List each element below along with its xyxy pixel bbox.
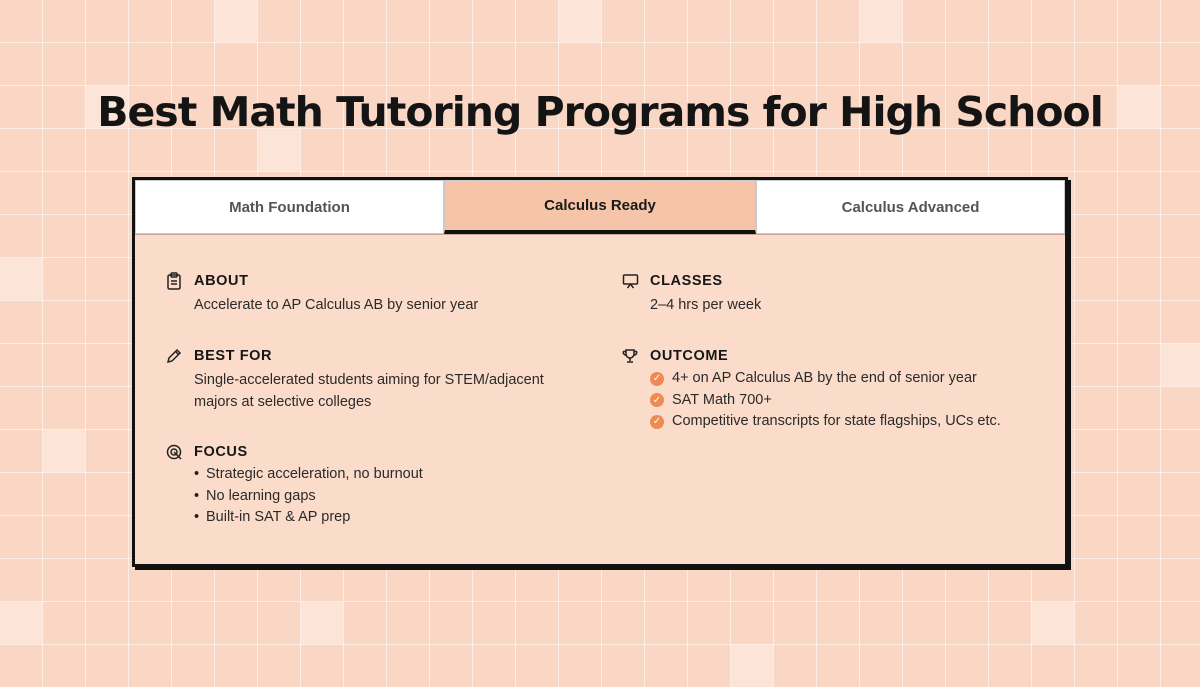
check-circle-icon: ✓ [650, 393, 664, 407]
bg-tile [215, 0, 257, 42]
list-item: • No learning gaps [194, 486, 423, 508]
presentation-icon [622, 273, 650, 289]
classes-section [622, 271, 761, 317]
bg-tile [731, 645, 773, 687]
tab-calculus-ready[interactable]: Calculus Ready [444, 180, 756, 234]
outcome-section [622, 346, 1001, 433]
check-circle-icon: ✓ [650, 415, 664, 429]
focus-label: FOCUS [194, 444, 248, 460]
classes-label: CLASSES [650, 273, 723, 289]
list-item: • Built-in SAT & AP prep [194, 507, 423, 529]
bg-tile [1032, 602, 1074, 644]
bg-tile [0, 602, 42, 644]
tab-math-foundation[interactable]: Math Foundation [135, 180, 444, 234]
focus-list [194, 464, 423, 529]
target-icon [166, 444, 194, 461]
check-circle-icon: ✓ [650, 372, 664, 386]
list-item: ✓ 4+ on AP Calculus AB by the end of senior year [650, 368, 1001, 390]
bg-tile [559, 0, 601, 42]
list-item: ✓ SAT Math 700+ [650, 390, 1001, 412]
about-section [166, 271, 478, 317]
tab-content [135, 235, 1065, 562]
best-for-section [166, 346, 544, 413]
focus-section [166, 442, 423, 529]
bg-tile [43, 430, 85, 472]
list-item: • Strategic acceleration, no burnout [194, 464, 423, 486]
outcome-label: OUTCOME [650, 348, 729, 364]
classes-text: 2–4 hrs per week [650, 297, 762, 313]
list-item: ✓ Competitive transcripts for state flagships, UCs etc. [650, 411, 1001, 433]
page-title: Best Math Tutoring Programs for High School [97, 88, 1103, 136]
program-tabs [135, 180, 1065, 235]
bg-tile [1161, 344, 1200, 386]
bg-tile [860, 0, 902, 42]
outcome-list [650, 368, 1001, 433]
pencil-icon [166, 348, 194, 364]
trophy-icon [622, 348, 650, 364]
best-for-label: BEST FOR [194, 348, 273, 364]
clipboard-icon [166, 272, 194, 290]
best-for-line: Single-accelerated students aiming for STEM/adjacent [194, 372, 544, 388]
program-card [132, 177, 1068, 567]
tab-calculus-advanced[interactable]: Calculus Advanced [756, 180, 1065, 234]
about-text: Accelerate to AP Calculus AB by senior year [194, 297, 479, 313]
bg-tile [0, 258, 42, 300]
bg-tile [301, 602, 343, 644]
best-for-line: majors at selective colleges [194, 393, 372, 410]
about-label: ABOUT [194, 273, 249, 289]
